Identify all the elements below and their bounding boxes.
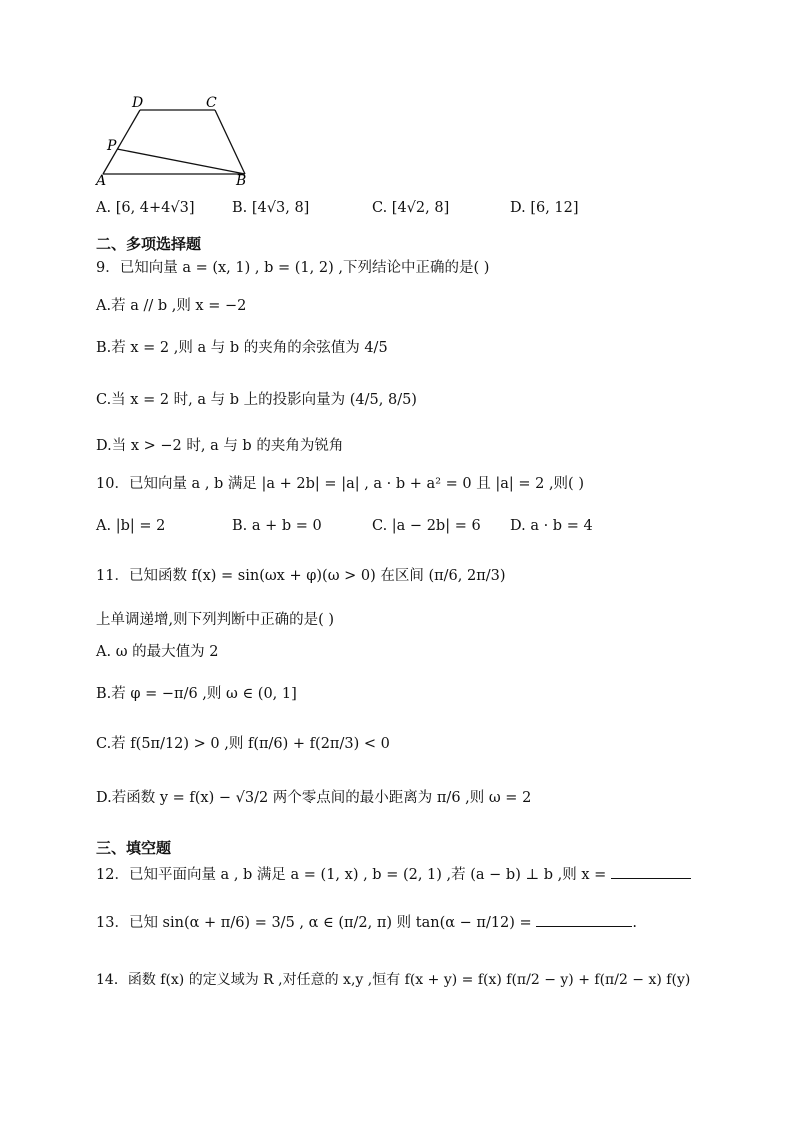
q11-option-d: D.若函数 y = f(x) − √3/2 两个零点间的最小距离为 π/6 ,则 ω = 2 (96, 790, 532, 806)
q8-option-a: A. [6, 4+4√3] (96, 200, 195, 216)
section-title-fill-in: 三、填空题 (96, 839, 172, 857)
label-D: D (132, 95, 144, 111)
q14-line: 14．函数 f(x) 的定义域为 R ,对任意的 x,y ,恒有 f(x + y) = f(x) f(π/2 − y) + f(π/2 − x) f(y) (96, 972, 691, 988)
q8-option-d: D. [6, 12] (510, 200, 579, 216)
label-P: P (107, 138, 117, 154)
label-B: B (236, 173, 247, 189)
label-A: A (96, 173, 107, 189)
q11-option-a: A. ω 的最大值为 2 (96, 644, 219, 660)
q13-answer-blank[interactable] (536, 912, 632, 927)
q10-option-a: A. |b| = 2 (96, 518, 166, 534)
q9-stem: 9．已知向量 a = (x, 1) , b = (1, 2) ,下列结论中正确的是( ) (96, 260, 490, 276)
q9-option-b: B.若 x = 2 ,则 a 与 b 的夹角的余弦值为 4/5 (96, 340, 388, 356)
q12-text: 12．已知平面向量 a , b 满足 a = (1, x) , b = (2, 1) ,若 (a − b) ⊥ b ,则 x = (96, 867, 607, 883)
q8-option-b: B. [4√3, 8] (232, 200, 310, 216)
q9-option-c: C.当 x = 2 时, a 与 b 上的投影向量为 (4/5, 8/5) (96, 392, 417, 408)
q11-option-b: B.若 φ = −π/6 ,则 ω ∈ (0, 1] (96, 686, 297, 702)
q8-option-c: C. [4√2, 8] (372, 200, 450, 216)
label-C: C (206, 95, 217, 111)
q13-text: 13．已知 sin(α + π/6) = 3/5 , α ∈ (π/2, π) 则 tan(α − π/12) = (96, 915, 532, 931)
q12-answer-blank[interactable] (611, 864, 691, 879)
q10-option-b: B. a + b = 0 (232, 518, 322, 534)
q12-line (96, 864, 691, 885)
q9-option-a: A.若 a // b ,则 x = −2 (96, 298, 247, 314)
q13-period: . (632, 915, 637, 931)
q13-line (96, 912, 637, 933)
q10-option-c: C. |a − 2b| = 6 (372, 518, 481, 534)
q9-option-d: D.当 x > −2 时, a 与 b 的夹角为锐角 (96, 438, 344, 454)
q10-option-d: D. a · b = 4 (510, 518, 593, 534)
q11-option-c: C.若 f(5π/12) > 0 ,则 f(π/6) + f(2π/3) < 0 (96, 736, 390, 752)
q11-stem-continued: 上单调递增,则下列判断中正确的是( ) (96, 612, 335, 628)
section-title-multiple-choice: 二、多项选择题 (96, 235, 202, 253)
trapezoid-figure (90, 88, 270, 192)
q11-stem: 11．已知函数 f(x) = sin(ωx + φ)(ω > 0) 在区间 (π/6, 2π/3) (96, 568, 506, 584)
q10-stem: 10．已知向量 a , b 满足 |a + 2b| = |a| , a · b + a² = 0 且 |a| = 2 ,则( ) (96, 476, 584, 492)
